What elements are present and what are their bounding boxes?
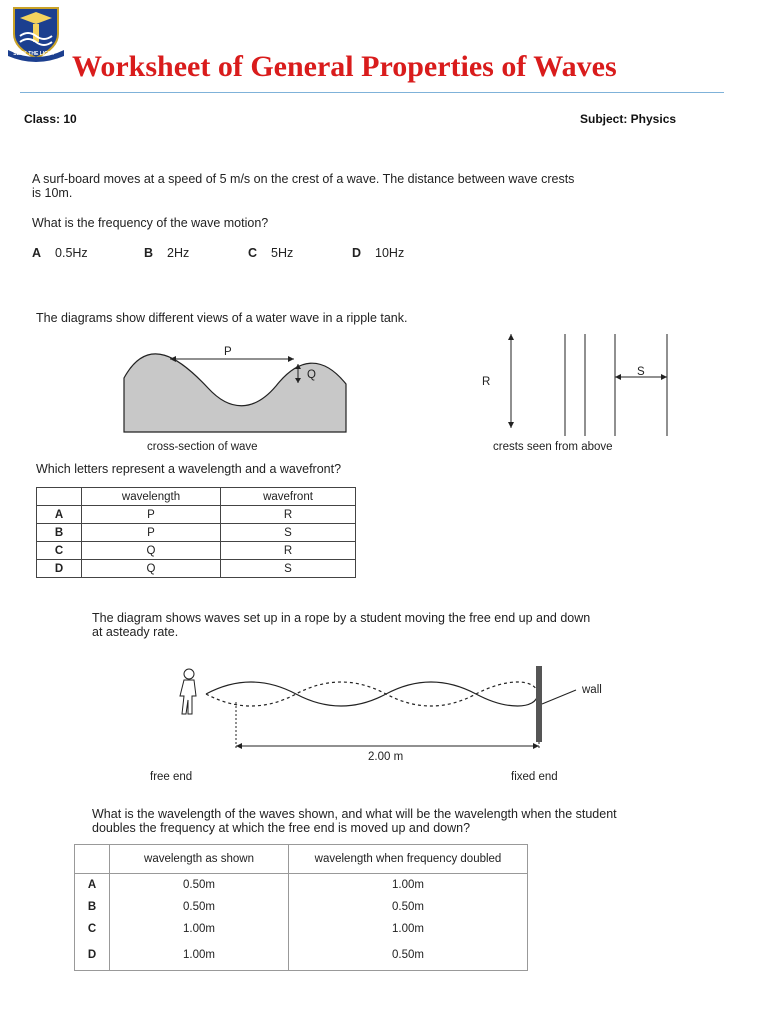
- label-q: Q: [307, 369, 316, 381]
- q1-text-line1: A surf-board moves at a speed of 5 m/s on the crest of a wave. The distance between wave crests: [32, 172, 575, 186]
- label-r: R: [482, 376, 491, 388]
- table-row: B P S: [37, 524, 356, 542]
- q1-text: [32, 172, 692, 200]
- header-wavelength-doubled: wavelength when frequency doubled: [289, 845, 528, 874]
- header-divider: [20, 92, 724, 93]
- q1-option: B 2Hz: [144, 246, 190, 260]
- label-fixed-end: fixed end: [511, 771, 558, 783]
- table-row: D 1.00m 0.50m: [75, 940, 528, 971]
- wave-cross-section-diagram: [118, 340, 358, 435]
- q3-intro-line2: at asteady rate.: [92, 625, 179, 639]
- crests-above-diagram: [495, 332, 675, 440]
- label-free-end: free end: [150, 771, 193, 783]
- q1-option: C 5Hz: [248, 246, 294, 260]
- table-row: B 0.50m 0.50m: [75, 896, 528, 918]
- table-header-row: [75, 845, 528, 874]
- table-header-row: [37, 488, 356, 506]
- header-wavelength-shown: wavelength as shown: [110, 845, 289, 874]
- label-p: P: [224, 346, 232, 358]
- q3-intro: [92, 611, 712, 639]
- q1-options: [32, 246, 452, 260]
- page-title: Worksheet of General Properties of Waves: [72, 50, 617, 83]
- table-row: C 1.00m 1.00m: [75, 918, 528, 940]
- q2-intro: The diagrams show different views of a water wave in a ripple tank.: [36, 311, 408, 325]
- logo-motto: SEEK THE LIGHT: [13, 51, 55, 57]
- header-wavelength: wavelength: [82, 488, 221, 506]
- table-row: A 0.50m 1.00m: [75, 874, 528, 897]
- label-wall: wall: [582, 684, 602, 696]
- q3-question-line1: What is the wavelength of the waves shown, and what will be the wavelength when the student: [92, 807, 617, 821]
- q1-question: What is the frequency of the wave motion?: [32, 216, 269, 230]
- q2-question: Which letters represent a wavelength and a wavefront?: [36, 462, 342, 476]
- class-label: Class: 10: [24, 112, 77, 126]
- q3-answer-table: [74, 844, 528, 971]
- q1-option: D 10Hz: [352, 246, 405, 260]
- q2-answer-table: [36, 487, 356, 578]
- rope-wave-diagram: [176, 662, 616, 762]
- table-row: D Q S: [37, 560, 356, 578]
- q3-question-line2: doubles the frequency at which the free end is moved up and down?: [92, 821, 471, 835]
- table-row: C Q R: [37, 542, 356, 560]
- q1-text-line2: is 10m.: [32, 186, 73, 200]
- caption-crests-above: crests seen from above: [493, 441, 613, 453]
- table-row: A P R: [37, 506, 356, 524]
- subject-label: Subject: Physics: [580, 112, 677, 126]
- q1-option: A 0.5Hz: [32, 246, 88, 260]
- q3-question: [92, 807, 712, 835]
- header-wavefront: wavefront: [221, 488, 356, 506]
- label-s: S: [637, 366, 645, 378]
- label-distance: 2.00 m: [368, 751, 404, 763]
- q3-intro-line1: The diagram shows waves set up in a rope by a student moving the free end up and down: [92, 611, 591, 625]
- caption-cross-section: cross-section of wave: [147, 441, 258, 453]
